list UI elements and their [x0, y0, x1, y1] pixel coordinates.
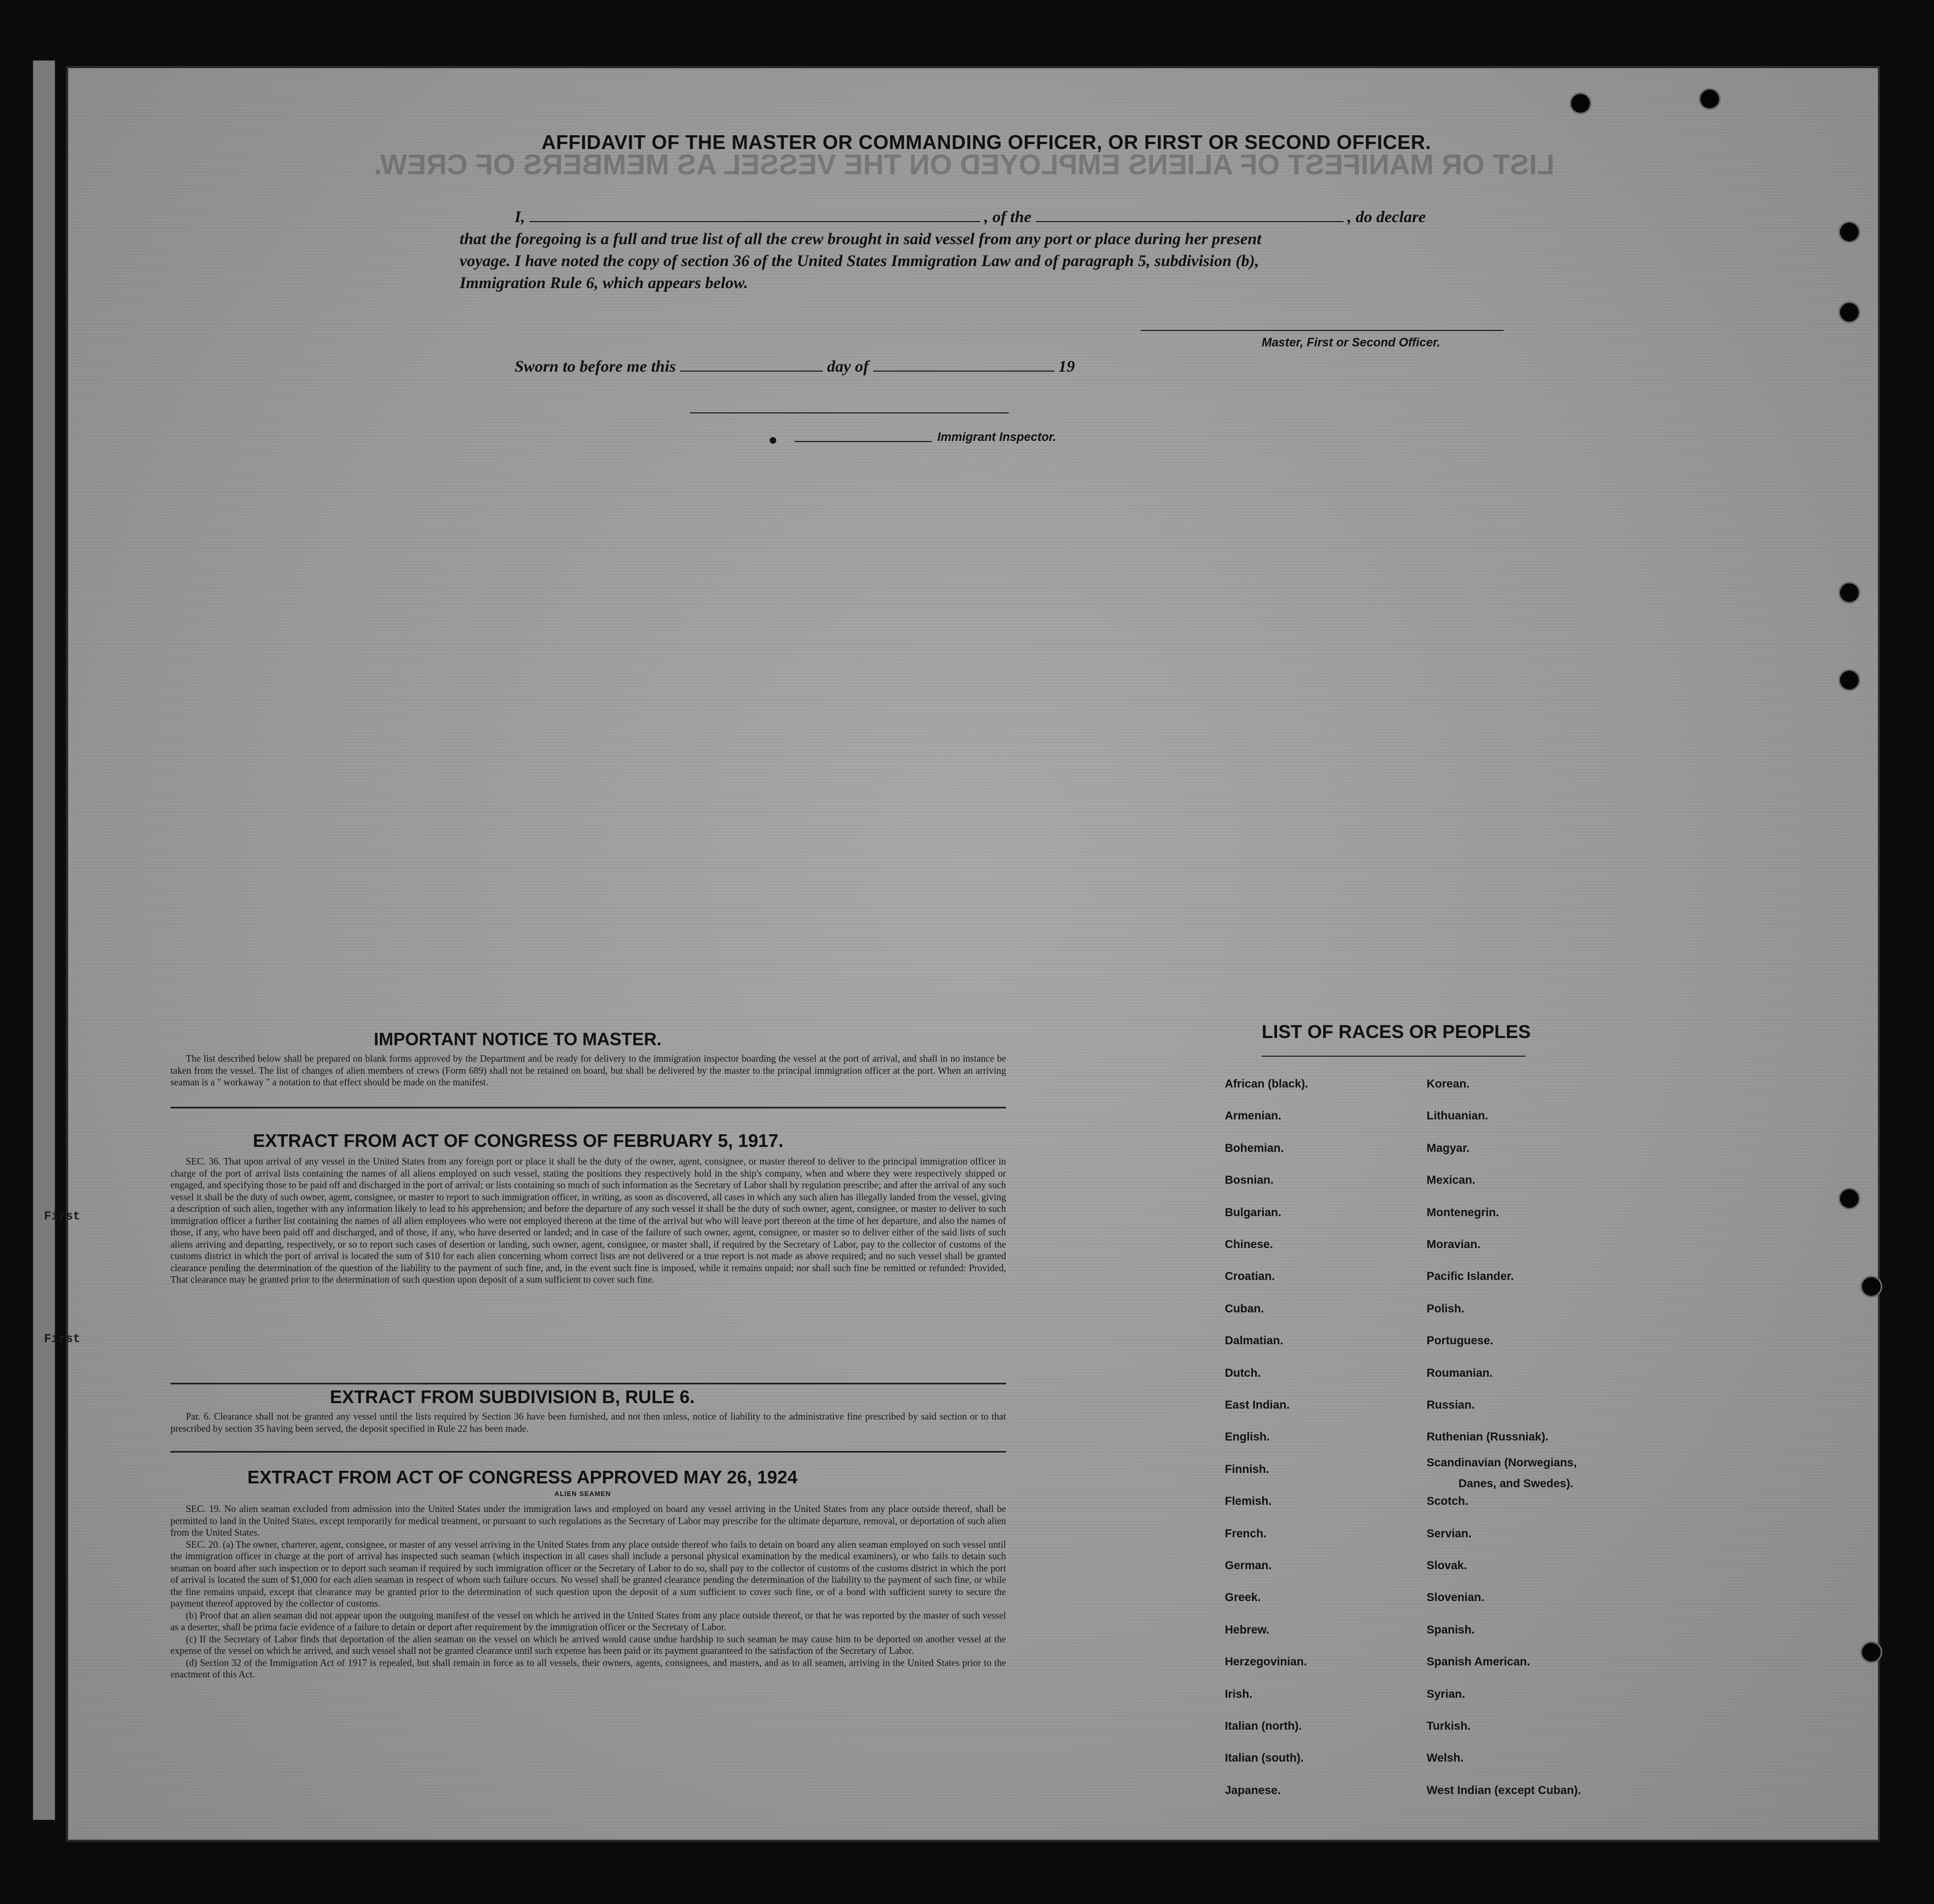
race-item: Korean.	[1427, 1078, 1470, 1090]
affidavit-line-4: Immigration Rule 6, which appears below.	[460, 274, 748, 292]
race-item: Slovenian.	[1427, 1591, 1485, 1604]
affidavit-line-1	[515, 208, 1425, 227]
race-item: Italian (south).	[1225, 1752, 1304, 1765]
race-item: English.	[1225, 1431, 1270, 1444]
punch-hole	[1699, 88, 1721, 110]
race-item: Irish.	[1225, 1687, 1253, 1701]
race-item: French.	[1225, 1527, 1267, 1540]
extract-rule6-paragraph: Par. 6. Clearance shall not be granted any vessel until the lists required by Section 36 have been furnished, and not then unless, notice of liability to the administrative fine prescribed by said section or to that prescribed by section 35 having been served, the deposit specified in Rule 22 has been made.	[170, 1411, 1006, 1434]
race-item: Ruthenian (Russniak).	[1427, 1431, 1549, 1444]
race-item: Scandinavian (Norwegians,	[1427, 1456, 1577, 1469]
race-item: West Indian (except Cuban).	[1427, 1784, 1581, 1797]
master-signature-caption: Master, First or Second Officer.	[1262, 335, 1440, 349]
race-item: Welsh.	[1427, 1752, 1464, 1765]
race-item: German.	[1225, 1559, 1272, 1572]
extract-1917-divider	[170, 1383, 1006, 1384]
punch-hole	[1838, 582, 1860, 604]
sworn-month-blank[interactable]	[873, 357, 1054, 372]
affidavit-title: AFFIDAVIT OF THE MASTER OR COMMANDING OFFICER, OR FIRST OR SECOND OFFICER.	[541, 131, 1432, 153]
extract-rule6-title: EXTRACT FROM SUBDIVISION B, RULE 6.	[330, 1387, 695, 1407]
sworn-year: 19	[1058, 357, 1075, 376]
affidavit-i-label: I,	[515, 208, 526, 226]
race-item: Polish.	[1427, 1302, 1465, 1315]
affidavit-of-the-label: , of the	[984, 208, 1032, 226]
underlying-page-edge	[33, 60, 55, 1820]
race-item: Bulgarian.	[1225, 1206, 1281, 1219]
extract-1917-title: EXTRACT FROM ACT OF CONGRESS OF FEBRUARY 5, 1917.	[253, 1130, 784, 1151]
extract-1924-title: EXTRACT FROM ACT OF CONGRESS APPROVED MAY 26, 1924	[247, 1467, 798, 1487]
race-item: Flemish.	[1225, 1495, 1272, 1508]
race-item: Dutch.	[1225, 1366, 1261, 1379]
race-item: Pacific Islander.	[1427, 1270, 1514, 1283]
race-item: Russian.	[1427, 1399, 1475, 1411]
sec19-paragraph: SEC. 19. No alien seaman excluded from admission into the United States under the immigration laws and employed on board any vessel arriving in the United States from any place outside thereof, shall be permitted to land in the United States, except temporarily for medical treatment, or pursuant to such regulations as the Secretary of Labor may prescribe for the ultimate departure, removal, or deportation of such alien from the United States.	[170, 1503, 1006, 1538]
race-item: Croatian.	[1225, 1270, 1275, 1283]
race-item: Dalmatian.	[1225, 1334, 1284, 1348]
race-item: Greek.	[1225, 1591, 1261, 1604]
punch-hole	[1838, 1188, 1860, 1210]
race-item: African (black).	[1225, 1078, 1308, 1090]
bleed-through-heading: LIST OR MANIFEST OF ALIENS EMPLOYED ON THE VESSEL AS MEMBERS OF CREW.	[374, 149, 1555, 181]
notice-text	[170, 1053, 1006, 1089]
punch-hole	[1860, 1276, 1882, 1298]
sec20d-paragraph: (d) Section 32 of the Immigration Act of 1917 is repealed, but shall remain in force as to all vessels, their owners, agents, consignees, and masters, and as to all seamen, arriving in the United States prior to the enactment of this Act.	[170, 1657, 1006, 1680]
races-title-rule	[1262, 1056, 1526, 1057]
race-item: Chinese.	[1225, 1238, 1273, 1251]
extract-1924-text	[170, 1503, 1006, 1681]
race-item: Montenegrin.	[1427, 1206, 1499, 1219]
extract-rule6-text	[170, 1411, 1006, 1434]
race-item: Roumanian.	[1427, 1366, 1493, 1379]
race-item: Spanish American.	[1427, 1655, 1530, 1669]
sec20b-paragraph: (b) Proof that an alien seaman did not appear upon the outgoing manifest of the vessel on which he arrived in the United States from any place outside thereof, or that he was reported by the master of such vessel as a deserter, shall be prima facie evidence of a failure to detain or deport after requirement by the immigration officer or the Secretary of Labor.	[170, 1609, 1006, 1632]
sworn-prefix: Sworn to before me this	[515, 357, 676, 376]
extract-1924-subtitle: ALIEN SEAMEN	[554, 1490, 611, 1498]
races-title: LIST OF RACES OR PEOPLES	[1262, 1022, 1531, 1042]
notice-title: IMPORTANT NOTICE TO MASTER.	[374, 1029, 662, 1049]
punch-hole	[1570, 92, 1592, 114]
sworn-line	[515, 357, 1075, 376]
sworn-signature-line[interactable]	[690, 411, 1009, 413]
extract-rule6-divider	[170, 1451, 1006, 1453]
race-item: Japanese.	[1225, 1784, 1281, 1797]
extract-1917-text	[170, 1156, 1006, 1286]
sworn-day-blank[interactable]	[680, 357, 823, 372]
race-item: Armenian.	[1225, 1110, 1281, 1123]
vessel-blank[interactable]	[1036, 208, 1344, 222]
sworn-day-of: day of	[827, 357, 869, 376]
name-blank[interactable]	[529, 208, 980, 222]
margin-word-first-1: First	[44, 1210, 81, 1223]
affidavit-declare-label: , do declare	[1347, 208, 1426, 226]
punch-hole	[1838, 221, 1860, 243]
ink-dot	[770, 437, 776, 444]
inspector-caption: Immigrant Inspector.	[937, 430, 1057, 444]
notice-paragraph: The list described below shall be prepared on blank forms approved by the Department and be ready for delivery to the immigration inspector boarding the vessel at the port of arrival, and shall in no instance be taken from the vessel. The list of changes of alien members of crews (Form 689) shall not be retained on board, but shall be delivered by the master to the principal immigration officer at the port. When an arriving seaman is a " workaway " a notation to that effect should be made on the manifest.	[170, 1053, 1006, 1088]
margin-word-first-2: First	[44, 1332, 81, 1346]
race-item: Magyar.	[1427, 1141, 1470, 1155]
affidavit-line-3: voyage. I have noted the copy of section 36 of the United States Immigration Law and of paragraph 5, subdivision (b),	[460, 252, 1259, 270]
race-item: Bohemian.	[1225, 1141, 1284, 1155]
race-item: Finnish.	[1225, 1463, 1269, 1476]
master-signature-line[interactable]	[1141, 329, 1504, 331]
affidavit-line-2: that the foregoing is a full and true list of all the crew brought in said vessel from any port or place during her present	[460, 230, 1262, 248]
race-item: Danes, and Swedes).	[1458, 1477, 1573, 1490]
race-item: Lithuanian.	[1427, 1110, 1488, 1123]
punch-hole	[1838, 301, 1860, 323]
race-item: Portuguese.	[1427, 1334, 1494, 1348]
sec20c-paragraph: (c) If the Secretary of Labor finds that deportation of the alien seaman on the vessel on which he arrived would cause undue hardship to such seaman he may cause him to be deported on another vessel at the expense of the vessel on which he arrived, and such vessel shall not be granted clearance until such expense has been paid or its payment guaranteed to the satisfaction of the Secretary of Labor.	[170, 1633, 1006, 1656]
sec20a-paragraph: SEC. 20. (a) The owner, charterer, agent, consignee, or master of any vessel arriving in the United States from any place outside thereof who fails to detain on board any alien seaman employed on such vessel until the immigration officer in charge at the port of arrival has inspected such seaman (which inspection in all cases shall include a personal physical examination by the medical examiners), or who fails to detain such seaman on board after such inspection or to deport such seaman if required by such immigration officer or the Secretary of Labor to do so, shall pay to the collector of customs of the customs district in which the port of arrival is located the sum of $1,000 for each alien seaman in respect of whom such failure occurs. No vessel shall be granted clearance pending the determination of the liability to the payment of such fine, or while the fine remains unpaid, except that clearance may be granted prior to the determination of such question upon the deposit of a sum sufficient to cover such fine, or of a bond with sufficient surety to secure the payment thereof approved by the collector of customs.	[170, 1538, 1006, 1609]
race-item: Turkish.	[1427, 1720, 1471, 1732]
race-item: Spanish.	[1427, 1623, 1475, 1636]
race-item: Cuban.	[1225, 1302, 1264, 1315]
inspector-signature-line[interactable]	[794, 440, 932, 442]
race-item: East Indian.	[1225, 1399, 1290, 1411]
document-sheet	[44, 66, 1880, 1842]
race-item: Hebrew.	[1225, 1623, 1269, 1636]
race-item: Servian.	[1427, 1527, 1472, 1540]
punch-hole	[1860, 1641, 1882, 1663]
notice-divider	[170, 1107, 1006, 1108]
race-item: Bosnian.	[1225, 1174, 1274, 1187]
race-item: Syrian.	[1427, 1687, 1466, 1701]
race-item: Slovak.	[1427, 1559, 1467, 1572]
extract-1917-paragraph: SEC. 36. That upon arrival of any vessel in the United States from any foreign port or place it shall be the duty of the owner, agent, consignee, or master thereof to deliver to the principal immigration officer in charge of the port of arrival lists containing the names of all aliens employed on such vessel, stating the positions they respectively hold in the ship's company, when and where they were respectively shipped or engaged, and specifying those to be paid off and discharged in the port of arrival; or lists containing so much of such information as the Secretary of Labor shall by regulation prescribe; and after the arrival of any such vessel it shall be the duty of such owner, agent, consignee, or master to report to such immigration officer, in writing, as soon as discovered, all cases in which any such alien has illegally landed from the vessel, giving a description of such alien, together with any information likely to lead to his apprehension; and before the departure of any such vessel it shall be the duty of such owner, agent, consignee, or master to deliver to such immigration officer a further list containing the names of all alien employees who were not employed thereon at the time of the arrival but who will leave port thereon at the time of her departure, and also the names of those, if any, who have been paid off and discharged, and of those, if any, who have deserted or landed; and in case of the failure of such owner, agent, consignee, or master so to deliver either of the said lists of such aliens arriving and departing, respectively, or so to report such cases of desertion or landing, such owner, agent, consignee, or master shall, if required by the Secretary of Labor, pay to the collector of customs of the customs district in which the port of arrival is located the sum of $10 for each alien concerning whom correct lists are not delivered or a true report is not made as above required; and no such vessel shall be granted clearance pending the determination of the question of the liability to the payment of such fine, and, in the event such fine is imposed, while it remains unpaid; nor shall such fine be remitted or refunded: Provided, That clearance may be granted prior to the determination of such question upon deposit of a sum sufficient to cover such fine.	[170, 1156, 1006, 1285]
punch-hole	[1838, 669, 1860, 691]
race-item: Scotch.	[1427, 1495, 1468, 1508]
race-item: Italian (north).	[1225, 1720, 1302, 1732]
race-item: Herzegovinian.	[1225, 1655, 1307, 1669]
race-item: Moravian.	[1427, 1238, 1481, 1251]
race-item: Mexican.	[1427, 1174, 1476, 1187]
